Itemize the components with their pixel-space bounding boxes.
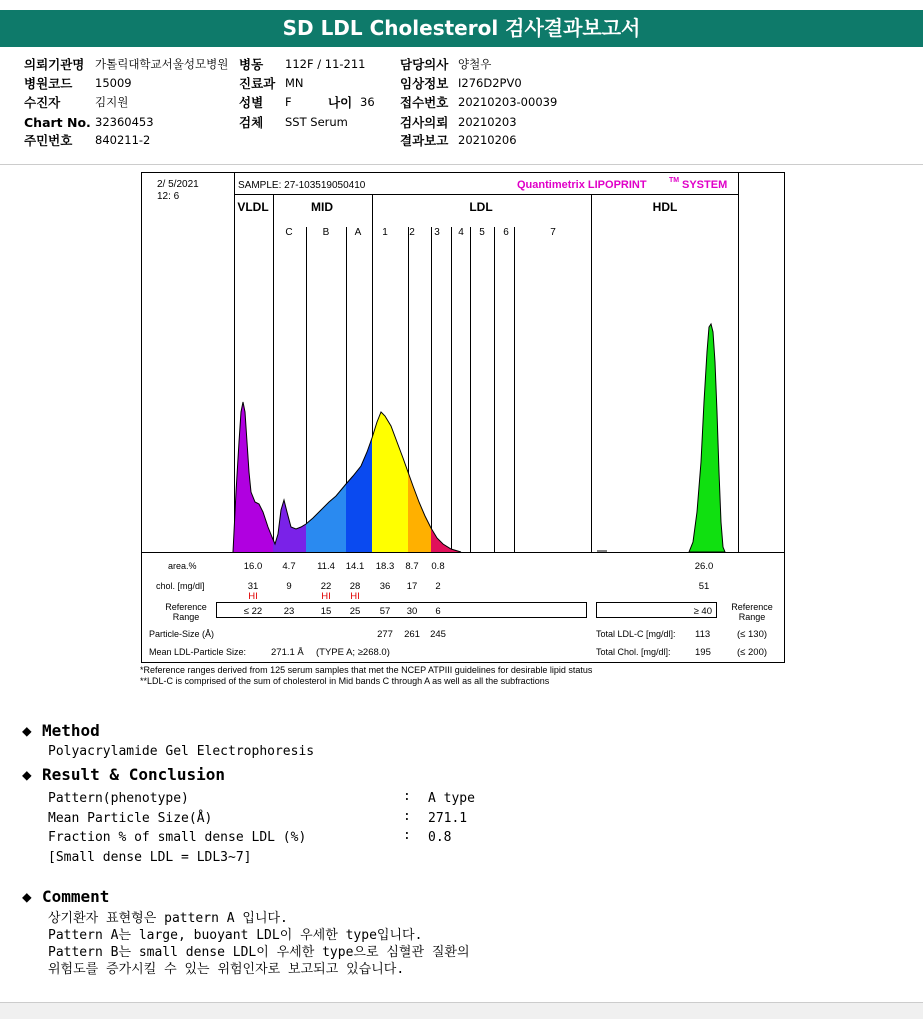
chart-brand: Quantimetrix LIPOPRINT xyxy=(517,179,647,191)
result-line-2-label: Mean Particle Size(Å) xyxy=(48,811,213,826)
band-label: C xyxy=(285,227,293,238)
dept-label: 진료과 xyxy=(239,76,276,91)
result-line-3-value: 0.8 xyxy=(428,830,452,845)
comment-line-3: Pattern B는 small dense LDL이 우세한 type으로 심혈관 질환의 xyxy=(48,945,470,960)
bullet-diamond-icon: ◆ xyxy=(22,721,32,740)
bullet-diamond-icon: ◆ xyxy=(22,765,32,784)
reference-value: 23 xyxy=(283,606,295,617)
band-label: B xyxy=(322,227,330,238)
institution-label: 의뢰기관명 xyxy=(24,57,85,72)
group-label: LDL xyxy=(469,200,493,214)
area-value: 14.1 xyxy=(345,561,365,572)
specimen-value: SST Serum xyxy=(285,115,348,129)
dept-value: MN xyxy=(285,76,304,90)
area-value: 26.0 xyxy=(694,561,714,572)
chart-sample: SAMPLE: 27-103519050410 xyxy=(238,180,366,191)
receipt-value: 20210203-00039 xyxy=(458,95,558,109)
lipoprint-chart-svg xyxy=(141,172,785,663)
area-value: 11.4 xyxy=(317,561,335,572)
chart-brand-tm: TM xyxy=(669,177,680,184)
area-value: 4.7 xyxy=(282,561,296,572)
chol-label: chol. [mg/dl] xyxy=(156,581,205,591)
report-title: SD LDL Cholesterol 검사결과보고서 xyxy=(0,10,923,47)
reference-label: Range xyxy=(172,612,200,622)
patient-value: 김지원 xyxy=(95,95,129,109)
result-line-1-value: A type xyxy=(428,791,475,806)
chart-no-value: 32360453 xyxy=(95,115,154,129)
request-value: 20210203 xyxy=(458,115,517,129)
area-value: 0.8 xyxy=(431,561,445,572)
particle-size-label: Particle-Size (Å) xyxy=(149,629,215,639)
band-label: 2 xyxy=(409,227,415,238)
reference-label: Reference xyxy=(165,602,207,612)
group-label: VLDL xyxy=(237,200,269,214)
band-label: 1 xyxy=(382,227,388,238)
specimen-label: 검체 xyxy=(239,115,264,130)
patient-info-section xyxy=(0,52,923,165)
chol-value: 22 xyxy=(320,581,332,592)
area-value: 8.7 xyxy=(405,561,419,572)
comment-line-4: 위험도를 증가시킬 수 있는 위험인자로 보고되고 있습니다. xyxy=(48,962,405,977)
total-ldl-ref: (≤ 130) xyxy=(737,629,768,640)
comment-title: Comment xyxy=(42,887,110,906)
chol-value: 9 xyxy=(286,581,292,592)
reference-value: 15 xyxy=(320,606,332,617)
method-text: Polyacrylamide Gel Electrophoresis xyxy=(48,744,315,759)
hdl-reference-value: ≥ 40 xyxy=(693,606,712,617)
clinical-value: I276D2PV0 xyxy=(458,76,522,90)
method-title: Method xyxy=(42,721,100,740)
particle-size-value: 245 xyxy=(430,629,446,640)
comment-heading xyxy=(22,887,109,906)
doctor-label: 담당의사 xyxy=(400,57,449,72)
footnote-1: *Reference ranges derived from 125 serum samples that met the NCEP ATPIII guidelines for desirable lipid status xyxy=(140,665,593,675)
result-line-2-value: 271.1 xyxy=(428,811,468,826)
colon: : xyxy=(403,809,411,824)
hi-flag: HI xyxy=(321,591,331,602)
doctor-value: 양철우 xyxy=(458,57,492,71)
sex-value: F xyxy=(285,95,292,109)
band-label: 7 xyxy=(550,227,556,238)
ward-value: 112F / 11-211 xyxy=(285,57,366,71)
chart-frame xyxy=(142,173,785,663)
reference-value: 6 xyxy=(435,606,441,617)
reference-value: 57 xyxy=(379,606,391,617)
lipoprint-chart xyxy=(141,172,785,663)
reference-label: Reference xyxy=(731,602,773,612)
footnote-2: **LDL-C is comprised of the sum of cholesterol in Mid bands C through A as well as all the subfractions xyxy=(140,676,550,686)
reference-value: 30 xyxy=(406,606,418,617)
band-label: 6 xyxy=(503,227,509,238)
age-value: 36 xyxy=(360,95,375,109)
result-note: [Small dense LDL = LDL3~7] xyxy=(48,850,252,865)
colon: : xyxy=(403,789,411,804)
reference-value: ≤ 22 xyxy=(243,606,263,617)
total-chol-ref: (≤ 200) xyxy=(737,647,768,658)
chol-value: 36 xyxy=(379,581,391,592)
reference-value: 25 xyxy=(349,606,361,617)
request-label: 검사의뢰 xyxy=(400,115,449,130)
band-label: 5 xyxy=(479,227,485,238)
age-label: 나이 xyxy=(328,95,353,110)
ssn-value: 840211-2 xyxy=(95,133,151,147)
total-ldl-label: Total LDL-C [mg/dl]: xyxy=(596,629,676,639)
comment-line-2: Pattern A는 large, buoyant LDL이 우세한 type입니다. xyxy=(48,928,423,943)
report-date-label: 결과보고 xyxy=(400,133,449,148)
band-label: A xyxy=(354,227,362,238)
band-label: 4 xyxy=(458,227,464,238)
chart-no-label: Chart No. xyxy=(24,115,91,130)
band-label: 3 xyxy=(434,227,440,238)
hospcode-label: 병원코드 xyxy=(24,76,73,91)
ssn-label: 주민번호 xyxy=(24,133,73,148)
mean-ldl-label: Mean LDL-Particle Size: xyxy=(149,647,247,657)
report-date-value: 20210206 xyxy=(458,133,517,147)
hospcode-value: 15009 xyxy=(95,76,132,90)
chol-value: 51 xyxy=(698,581,710,592)
mean-ldl-type: (TYPE A; ≥268.0) xyxy=(316,647,390,658)
chart-time: 12: 6 xyxy=(157,191,180,202)
chart-brand-system: SYSTEM xyxy=(682,179,728,191)
hi-flag: HI xyxy=(350,591,360,602)
ward-label: 병동 xyxy=(239,57,264,72)
method-heading xyxy=(22,721,100,740)
mean-ldl-value: 271.1 Å xyxy=(271,647,304,658)
result-title: Result & Conclusion xyxy=(42,765,226,784)
colon: : xyxy=(403,828,411,843)
patient-label: 수진자 xyxy=(24,95,61,110)
reference-label: Range xyxy=(738,612,766,622)
total-chol-label: Total Chol. [mg/dl]: xyxy=(596,647,671,657)
bullet-diamond-icon: ◆ xyxy=(22,887,32,906)
area-value: 18.3 xyxy=(375,561,395,572)
clinical-label: 임상정보 xyxy=(400,76,449,91)
area-value: 16.0 xyxy=(243,561,263,572)
sex-label: 성별 xyxy=(239,95,264,110)
area-label: area.% xyxy=(168,561,197,571)
chol-value: 31 xyxy=(247,581,259,592)
group-label: HDL xyxy=(652,200,678,214)
result-line-3-label: Fraction % of small dense LDL (%) xyxy=(48,830,307,845)
group-label: MID xyxy=(311,200,333,214)
chart-date: 2/ 5/2021 xyxy=(157,179,199,190)
hi-flag: HI xyxy=(248,591,258,602)
chol-value: 2 xyxy=(435,581,441,592)
page-bottom-bar xyxy=(0,1002,923,1019)
result-heading xyxy=(22,765,225,784)
result-line-1-label: Pattern(phenotype) xyxy=(48,791,189,806)
chol-value: 28 xyxy=(349,581,361,592)
total-ldl-value: 113 xyxy=(695,629,711,640)
chol-value: 17 xyxy=(406,581,418,592)
comment-line-1: 상기환자 표현형은 pattern A 입니다. xyxy=(48,911,288,926)
particle-size-value: 277 xyxy=(377,629,393,640)
particle-size-value: 261 xyxy=(404,629,420,640)
receipt-label: 접수번호 xyxy=(400,95,449,110)
institution-value: 가톨릭대학교서울성모병원 xyxy=(95,57,229,71)
total-chol-value: 195 xyxy=(695,647,711,658)
